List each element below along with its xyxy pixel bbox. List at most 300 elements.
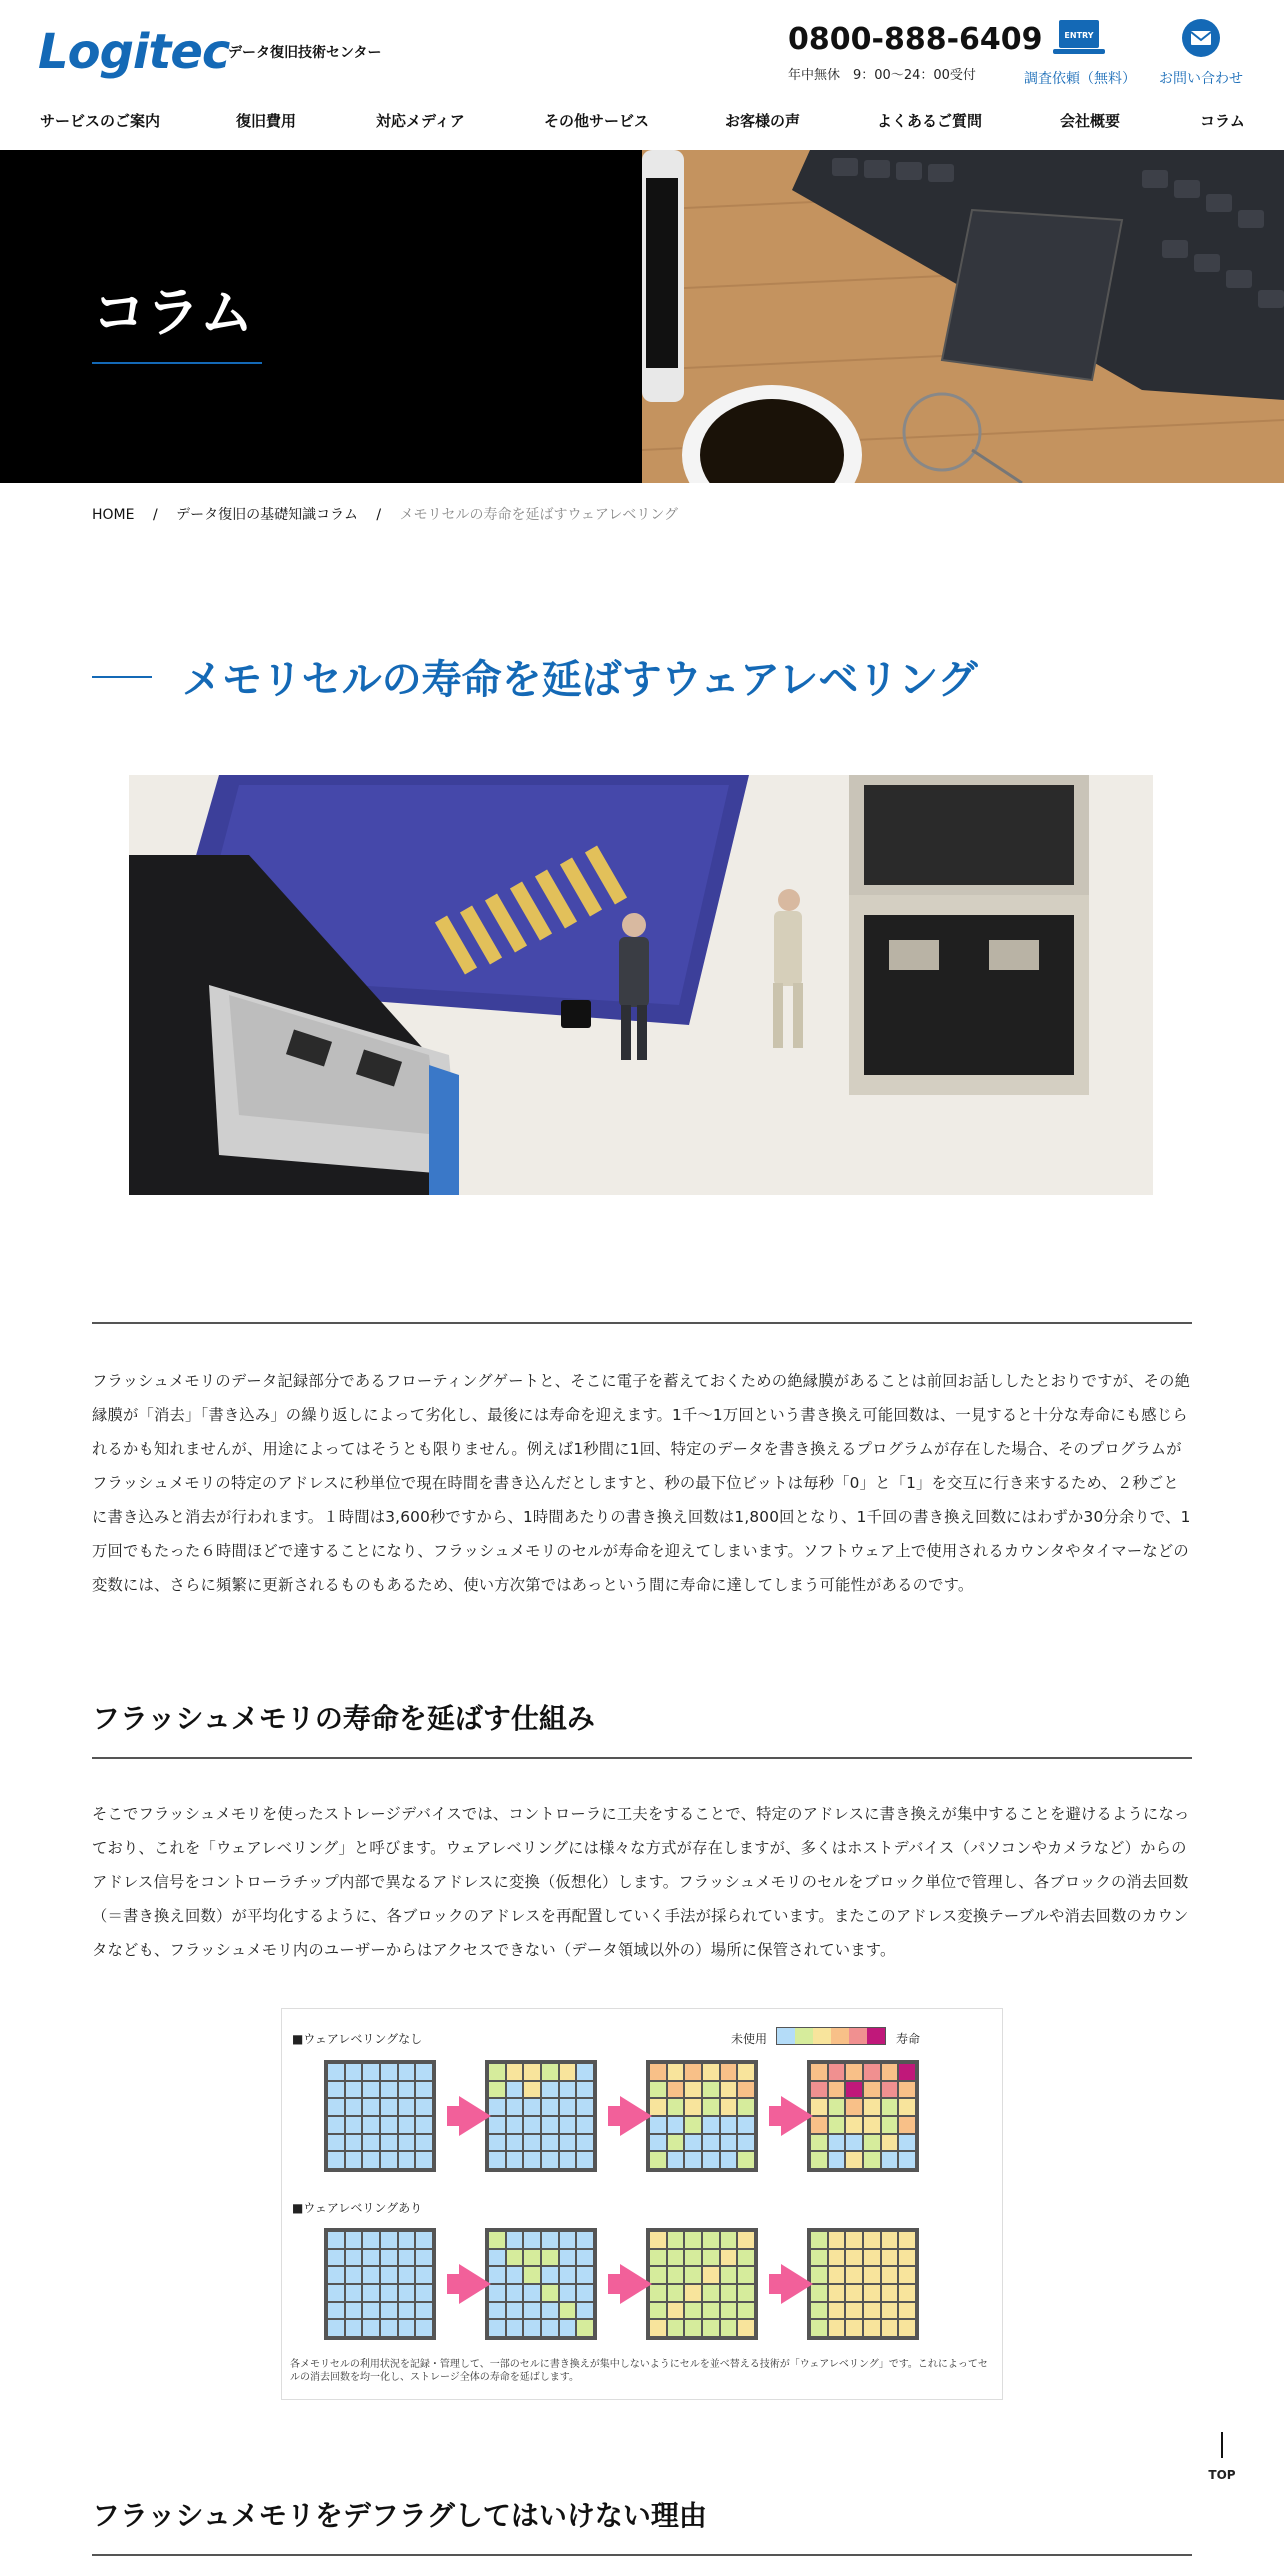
memory-cell [328, 2267, 344, 2283]
memory-cell [524, 2285, 540, 2301]
memory-cell [560, 2117, 576, 2133]
memory-cell [542, 2135, 558, 2151]
memory-cell [542, 2250, 558, 2266]
memory-cell [829, 2099, 845, 2115]
legend-life-label: 寿命 [896, 2032, 921, 2046]
memory-cell [416, 2267, 432, 2283]
contact-button[interactable] [1146, 18, 1256, 88]
memory-cell [416, 2285, 432, 2301]
memory-cell [811, 2303, 827, 2319]
memory-cell [738, 2320, 754, 2336]
memory-cell [882, 2285, 898, 2301]
memory-cell [381, 2152, 397, 2168]
memory-cell [346, 2099, 362, 2115]
memory-cell [346, 2082, 362, 2098]
memory-cell [882, 2099, 898, 2115]
memory-cell [650, 2250, 666, 2266]
memory-cell [703, 2152, 719, 2168]
memory-cell [864, 2232, 880, 2248]
memory-cell [829, 2064, 845, 2080]
memory-cell [328, 2064, 344, 2080]
nav-item-reviews[interactable]: お客様の声 [725, 112, 801, 130]
memory-cell [489, 2082, 505, 2098]
memory-cell [650, 2135, 666, 2151]
memory-cell [560, 2099, 576, 2115]
memory-cell [399, 2250, 415, 2266]
nav-item-media[interactable]: 対応メディア [376, 112, 465, 130]
memory-cell [381, 2285, 397, 2301]
phone-number[interactable]: 0800-888-6409 [788, 22, 1043, 57]
business-hours: 年中無休 9：00〜24：00受付 [788, 68, 976, 83]
memory-cell [542, 2232, 558, 2248]
hero-underline [92, 362, 262, 364]
memory-cell [542, 2320, 558, 2336]
memory-cell [829, 2117, 845, 2133]
memory-cell [577, 2135, 593, 2151]
memory-cell [685, 2267, 701, 2283]
breadcrumb-home[interactable]: HOME [92, 507, 135, 523]
memory-cell [399, 2135, 415, 2151]
memory-cell [685, 2232, 701, 2248]
memory-cell [489, 2320, 505, 2336]
memory-cell [542, 2285, 558, 2301]
memory-cell [577, 2117, 593, 2133]
page-top-label: TOP [1208, 2468, 1236, 2482]
memory-cell [738, 2285, 754, 2301]
memory-cell [524, 2117, 540, 2133]
memory-cell [721, 2232, 737, 2248]
memory-cell [524, 2320, 540, 2336]
memory-cell [363, 2303, 379, 2319]
memory-cell [811, 2135, 827, 2151]
section-heading: フラッシュメモリの寿命を延ばす仕組み [92, 1702, 595, 1735]
memory-cell [899, 2064, 915, 2080]
memory-cell [399, 2320, 415, 2336]
memory-cell [650, 2082, 666, 2098]
memory-cell [668, 2135, 684, 2151]
memory-cell [363, 2135, 379, 2151]
hero-desk-photo [642, 150, 1284, 483]
memory-cell-grid [324, 2060, 436, 2172]
memory-cell [811, 2064, 827, 2080]
memory-cell [864, 2117, 880, 2133]
divider [92, 2554, 1192, 2556]
memory-cell [668, 2099, 684, 2115]
memory-cell [577, 2303, 593, 2319]
memory-cell [542, 2117, 558, 2133]
memory-cell [346, 2232, 362, 2248]
memory-cell [524, 2152, 540, 2168]
article-main-image [129, 775, 1153, 1195]
memory-cell [899, 2285, 915, 2301]
memory-cell [399, 2152, 415, 2168]
nav-item-column[interactable]: コラム [1200, 112, 1245, 130]
memory-cell [721, 2135, 737, 2151]
breadcrumb-separator: / [376, 507, 382, 523]
memory-cell [721, 2082, 737, 2098]
memory-cell [899, 2320, 915, 2336]
memory-cell [811, 2320, 827, 2336]
memory-cell [560, 2135, 576, 2151]
memory-cell [703, 2285, 719, 2301]
memory-cell [363, 2152, 379, 2168]
nav-item-faq[interactable]: よくあるご質問 [877, 112, 983, 130]
memory-cell [811, 2099, 827, 2115]
memory-cell [899, 2135, 915, 2151]
memory-cell [668, 2303, 684, 2319]
memory-cell [416, 2099, 432, 2115]
memory-cell [738, 2117, 754, 2133]
memory-cell [346, 2064, 362, 2080]
memory-cell [507, 2082, 523, 2098]
memory-cell [846, 2303, 862, 2319]
memory-cell [346, 2117, 362, 2133]
memory-cell [846, 2152, 862, 2168]
memory-cell-grid [485, 2060, 597, 2172]
memory-cell [507, 2285, 523, 2301]
memory-cell [489, 2135, 505, 2151]
memory-cell [507, 2320, 523, 2336]
legend-color-scale [776, 2027, 886, 2045]
memory-cell [346, 2152, 362, 2168]
arrow-right-icon [781, 2264, 813, 2304]
memory-cell [542, 2267, 558, 2283]
memory-cell [703, 2117, 719, 2133]
mail-icon [1179, 18, 1223, 60]
memory-cell [829, 2152, 845, 2168]
memory-cell [381, 2320, 397, 2336]
diagram-label-with: ■ウェアレベリングあり [292, 2201, 423, 2215]
logo[interactable]: Logitec [38, 24, 230, 80]
memory-cell [577, 2064, 593, 2080]
contact-label: お問い合わせ [1159, 71, 1243, 87]
memory-cell [668, 2267, 684, 2283]
memory-cell [507, 2267, 523, 2283]
memory-cell [864, 2285, 880, 2301]
memory-cell [738, 2250, 754, 2266]
memory-cell [703, 2064, 719, 2080]
arrow-right-icon [459, 2096, 491, 2136]
memory-cell [829, 2250, 845, 2266]
memory-cell [864, 2320, 880, 2336]
memory-cell [738, 2064, 754, 2080]
memory-cell [542, 2099, 558, 2115]
memory-cell [328, 2250, 344, 2266]
memory-cell [721, 2064, 737, 2080]
diagram-caption: 各メモリセルの利用状況を記録・管理して、一部のセルに書き換えが集中しないようにセルを並べ替える技術が「ウェアレベリング」です。これによってセルの消去回数を均一化し、ストレージ全体の寿命を延ばします。 [290, 2359, 988, 2383]
memory-cell [560, 2232, 576, 2248]
memory-cell [381, 2232, 397, 2248]
memory-cell [668, 2082, 684, 2098]
memory-cell [846, 2099, 862, 2115]
memory-cell [399, 2117, 415, 2133]
memory-cell [524, 2250, 540, 2266]
memory-cell [577, 2152, 593, 2168]
memory-cell [846, 2320, 862, 2336]
memory-cell [381, 2082, 397, 2098]
hero-banner [0, 150, 1284, 483]
memory-cell [416, 2250, 432, 2266]
memory-cell [882, 2303, 898, 2319]
memory-cell [507, 2117, 523, 2133]
memory-cell [507, 2099, 523, 2115]
hero-title: コラム [92, 281, 254, 344]
memory-cell-grid [485, 2228, 597, 2340]
page-top-line [1221, 2432, 1223, 2458]
memory-cell [346, 2250, 362, 2266]
memory-cell [721, 2250, 737, 2266]
memory-cell [899, 2152, 915, 2168]
memory-cell [882, 2082, 898, 2098]
memory-cell [416, 2232, 432, 2248]
memory-cell [864, 2064, 880, 2080]
memory-cell [721, 2267, 737, 2283]
memory-cell [416, 2152, 432, 2168]
memory-cell [685, 2117, 701, 2133]
memory-cell [399, 2285, 415, 2301]
memory-cell [328, 2232, 344, 2248]
article-title: メモリセルの寿命を延ばすウェアレベリング [182, 657, 978, 703]
memory-cell [560, 2250, 576, 2266]
memory-cell [721, 2303, 737, 2319]
memory-cell [650, 2117, 666, 2133]
memory-cell [899, 2267, 915, 2283]
entry-badge: ENTRY [1064, 31, 1094, 40]
title-accent-line [92, 676, 152, 678]
memory-cell [738, 2152, 754, 2168]
memory-cell [899, 2082, 915, 2098]
memory-cell [668, 2320, 684, 2336]
memory-cell [381, 2099, 397, 2115]
memory-cell [864, 2267, 880, 2283]
memory-cell [738, 2267, 754, 2283]
memory-cell [328, 2117, 344, 2133]
memory-cell [507, 2135, 523, 2151]
memory-cell [899, 2250, 915, 2266]
memory-cell [363, 2082, 379, 2098]
memory-cell [489, 2267, 505, 2283]
memory-cell [685, 2135, 701, 2151]
memory-cell [864, 2082, 880, 2098]
memory-cell [328, 2152, 344, 2168]
hero-left-panel [0, 150, 642, 483]
memory-cell [738, 2303, 754, 2319]
memory-cell [524, 2064, 540, 2080]
nav-item-pricing[interactable]: 復旧費用 [236, 112, 297, 130]
page-top-button[interactable] [1204, 2432, 1240, 2492]
memory-cell-grid [646, 2060, 758, 2172]
memory-cell [721, 2285, 737, 2301]
memory-cell [721, 2320, 737, 2336]
memory-cell [381, 2250, 397, 2266]
memory-cell [703, 2232, 719, 2248]
site-header [0, 0, 1284, 100]
memory-cell [524, 2099, 540, 2115]
memory-cell [577, 2099, 593, 2115]
memory-cell [650, 2285, 666, 2301]
memory-cell [703, 2135, 719, 2151]
memory-cell [560, 2267, 576, 2283]
memory-cell [560, 2082, 576, 2098]
entry-label: 調査依頼（無料） [1024, 71, 1136, 87]
memory-cell [524, 2082, 540, 2098]
memory-cell [846, 2064, 862, 2080]
arrow-right-icon [620, 2264, 652, 2304]
memory-cell [846, 2082, 862, 2098]
memory-cell [346, 2320, 362, 2336]
memory-cell [685, 2303, 701, 2319]
memory-cell [882, 2267, 898, 2283]
memory-cell [542, 2303, 558, 2319]
memory-cell [685, 2285, 701, 2301]
memory-cell [381, 2117, 397, 2133]
memory-cell [668, 2152, 684, 2168]
memory-cell [829, 2285, 845, 2301]
memory-cell [721, 2117, 737, 2133]
memory-cell [811, 2250, 827, 2266]
memory-cell [882, 2152, 898, 2168]
divider [92, 1322, 1192, 1324]
memory-cell [650, 2152, 666, 2168]
memory-cell [416, 2320, 432, 2336]
divider [92, 1757, 1192, 1759]
memory-cell [560, 2320, 576, 2336]
memory-cell [399, 2099, 415, 2115]
memory-cell [811, 2285, 827, 2301]
memory-cell-grid [324, 2228, 436, 2340]
memory-cell [811, 2117, 827, 2133]
memory-cell [363, 2232, 379, 2248]
breadcrumb-separator: / [152, 507, 158, 523]
memory-cell [650, 2303, 666, 2319]
memory-cell [738, 2135, 754, 2151]
memory-cell [685, 2152, 701, 2168]
memory-cell [811, 2267, 827, 2283]
memory-cell [328, 2099, 344, 2115]
memory-cell [650, 2320, 666, 2336]
memory-cell [864, 2250, 880, 2266]
memory-cell [560, 2303, 576, 2319]
memory-cell [577, 2320, 593, 2336]
memory-cell [416, 2135, 432, 2151]
memory-cell [363, 2099, 379, 2115]
arrow-right-icon [781, 2096, 813, 2136]
memory-cell [346, 2285, 362, 2301]
memory-cell [399, 2267, 415, 2283]
memory-cell [685, 2082, 701, 2098]
memory-cell [489, 2152, 505, 2168]
memory-cell [489, 2064, 505, 2080]
memory-cell [846, 2232, 862, 2248]
memory-cell [846, 2285, 862, 2301]
memory-cell [381, 2267, 397, 2283]
memory-cell [577, 2285, 593, 2301]
memory-cell [489, 2303, 505, 2319]
memory-cell [507, 2250, 523, 2266]
memory-cell [864, 2152, 880, 2168]
memory-cell [489, 2285, 505, 2301]
memory-cell [542, 2082, 558, 2098]
memory-cell [899, 2303, 915, 2319]
memory-cell-grid [807, 2060, 919, 2172]
memory-cell [685, 2064, 701, 2080]
breadcrumb [92, 504, 692, 524]
memory-cell [346, 2303, 362, 2319]
memory-cell [524, 2303, 540, 2319]
memory-cell [346, 2267, 362, 2283]
nav-item-other-services[interactable]: その他サービス [544, 112, 650, 130]
memory-cell [882, 2232, 898, 2248]
memory-cell [703, 2303, 719, 2319]
memory-cell [738, 2099, 754, 2115]
memory-cell [524, 2135, 540, 2151]
article-paragraph: フラッシュメモリのデータ記録部分であるフローティングゲートと、そこに電子を蓄えておくための絶縁膜があることは前回お話ししたとおりですが、その絶縁膜が「消去」「書き込み」の繰り返しによって劣化し、最後には寿命を迎えます。1千〜1万回という書き換え可能回数は、一見すると十分な寿命にも感じられるかも知れませんが、用途によってはそうとも限りません。例えば1秒間に1回、特定のデータを書き換えるプログラムが存在した場合、そのプログラムがフラッシュメモリの特定のアドレスに秒単位で現在時間を書き込んだとしますと、秒の最下位ビットは毎秒「0」と「1」を交互に行き来するため、２秒ごとに書き込みと消去が行われます。１時間は3,600秒ですから、1時間あたりの書き換え回数は1,800回となり、1千回の書き換え回数にはわずか30分余りで、1万回でもたった６時間ほどで達することになり、フラッシュメモリのセルが寿命を迎えてしまいます。ソフトウェア上で使用されるカウンタやタイマーなどの変数には、さらに頻繁に更新されるものもあるため、使い方次第ではあっという間に寿命に達してしまう可能性があるのです。 [92, 1372, 1191, 1594]
memory-cell [721, 2152, 737, 2168]
memory-cell [346, 2135, 362, 2151]
memory-cell [703, 2267, 719, 2283]
memory-cell [882, 2064, 898, 2080]
memory-cell [363, 2320, 379, 2336]
memory-cell [489, 2250, 505, 2266]
memory-cell [416, 2064, 432, 2080]
memory-cell [650, 2232, 666, 2248]
memory-cell [489, 2099, 505, 2115]
memory-cell [399, 2064, 415, 2080]
site-subtitle: データ復旧技術センター [228, 45, 382, 61]
memory-cell [650, 2267, 666, 2283]
nav-item-services[interactable]: サービスのご案内 [40, 112, 161, 130]
memory-cell [829, 2135, 845, 2151]
memory-cell [668, 2064, 684, 2080]
breadcrumb-column[interactable]: データ復旧の基礎知識コラム [176, 507, 358, 523]
memory-cell [381, 2064, 397, 2080]
entry-button[interactable] [1024, 18, 1134, 88]
laptop-icon [1051, 18, 1107, 60]
memory-cell [328, 2082, 344, 2098]
memory-cell [328, 2303, 344, 2319]
memory-cell [363, 2064, 379, 2080]
memory-cell [328, 2135, 344, 2151]
memory-cell [577, 2232, 593, 2248]
breadcrumb-current: メモリセルの寿命を延ばすウェアレベリング [399, 507, 679, 523]
memory-cell [416, 2117, 432, 2133]
memory-cell [542, 2064, 558, 2080]
memory-cell [560, 2152, 576, 2168]
memory-cell [829, 2267, 845, 2283]
arrow-right-icon [459, 2264, 491, 2304]
memory-cell [416, 2303, 432, 2319]
memory-cell [650, 2064, 666, 2080]
memory-cell [882, 2320, 898, 2336]
memory-cell [328, 2285, 344, 2301]
memory-cell [882, 2250, 898, 2266]
memory-cell [399, 2082, 415, 2098]
memory-cell [882, 2117, 898, 2133]
memory-cell [363, 2267, 379, 2283]
memory-cell [829, 2303, 845, 2319]
memory-cell [685, 2099, 701, 2115]
memory-cell [721, 2099, 737, 2115]
nav-item-company[interactable]: 会社概要 [1060, 112, 1121, 130]
memory-cell [703, 2320, 719, 2336]
diagram-label-without: ■ウェアレベリングなし [292, 2032, 423, 2046]
section-heading: フラッシュメモリをデフラグしてはいけない理由 [92, 2499, 707, 2532]
memory-cell-grid [646, 2228, 758, 2340]
memory-cell [560, 2064, 576, 2080]
memory-cell [489, 2232, 505, 2248]
memory-cell [703, 2250, 719, 2266]
memory-cell [507, 2064, 523, 2080]
